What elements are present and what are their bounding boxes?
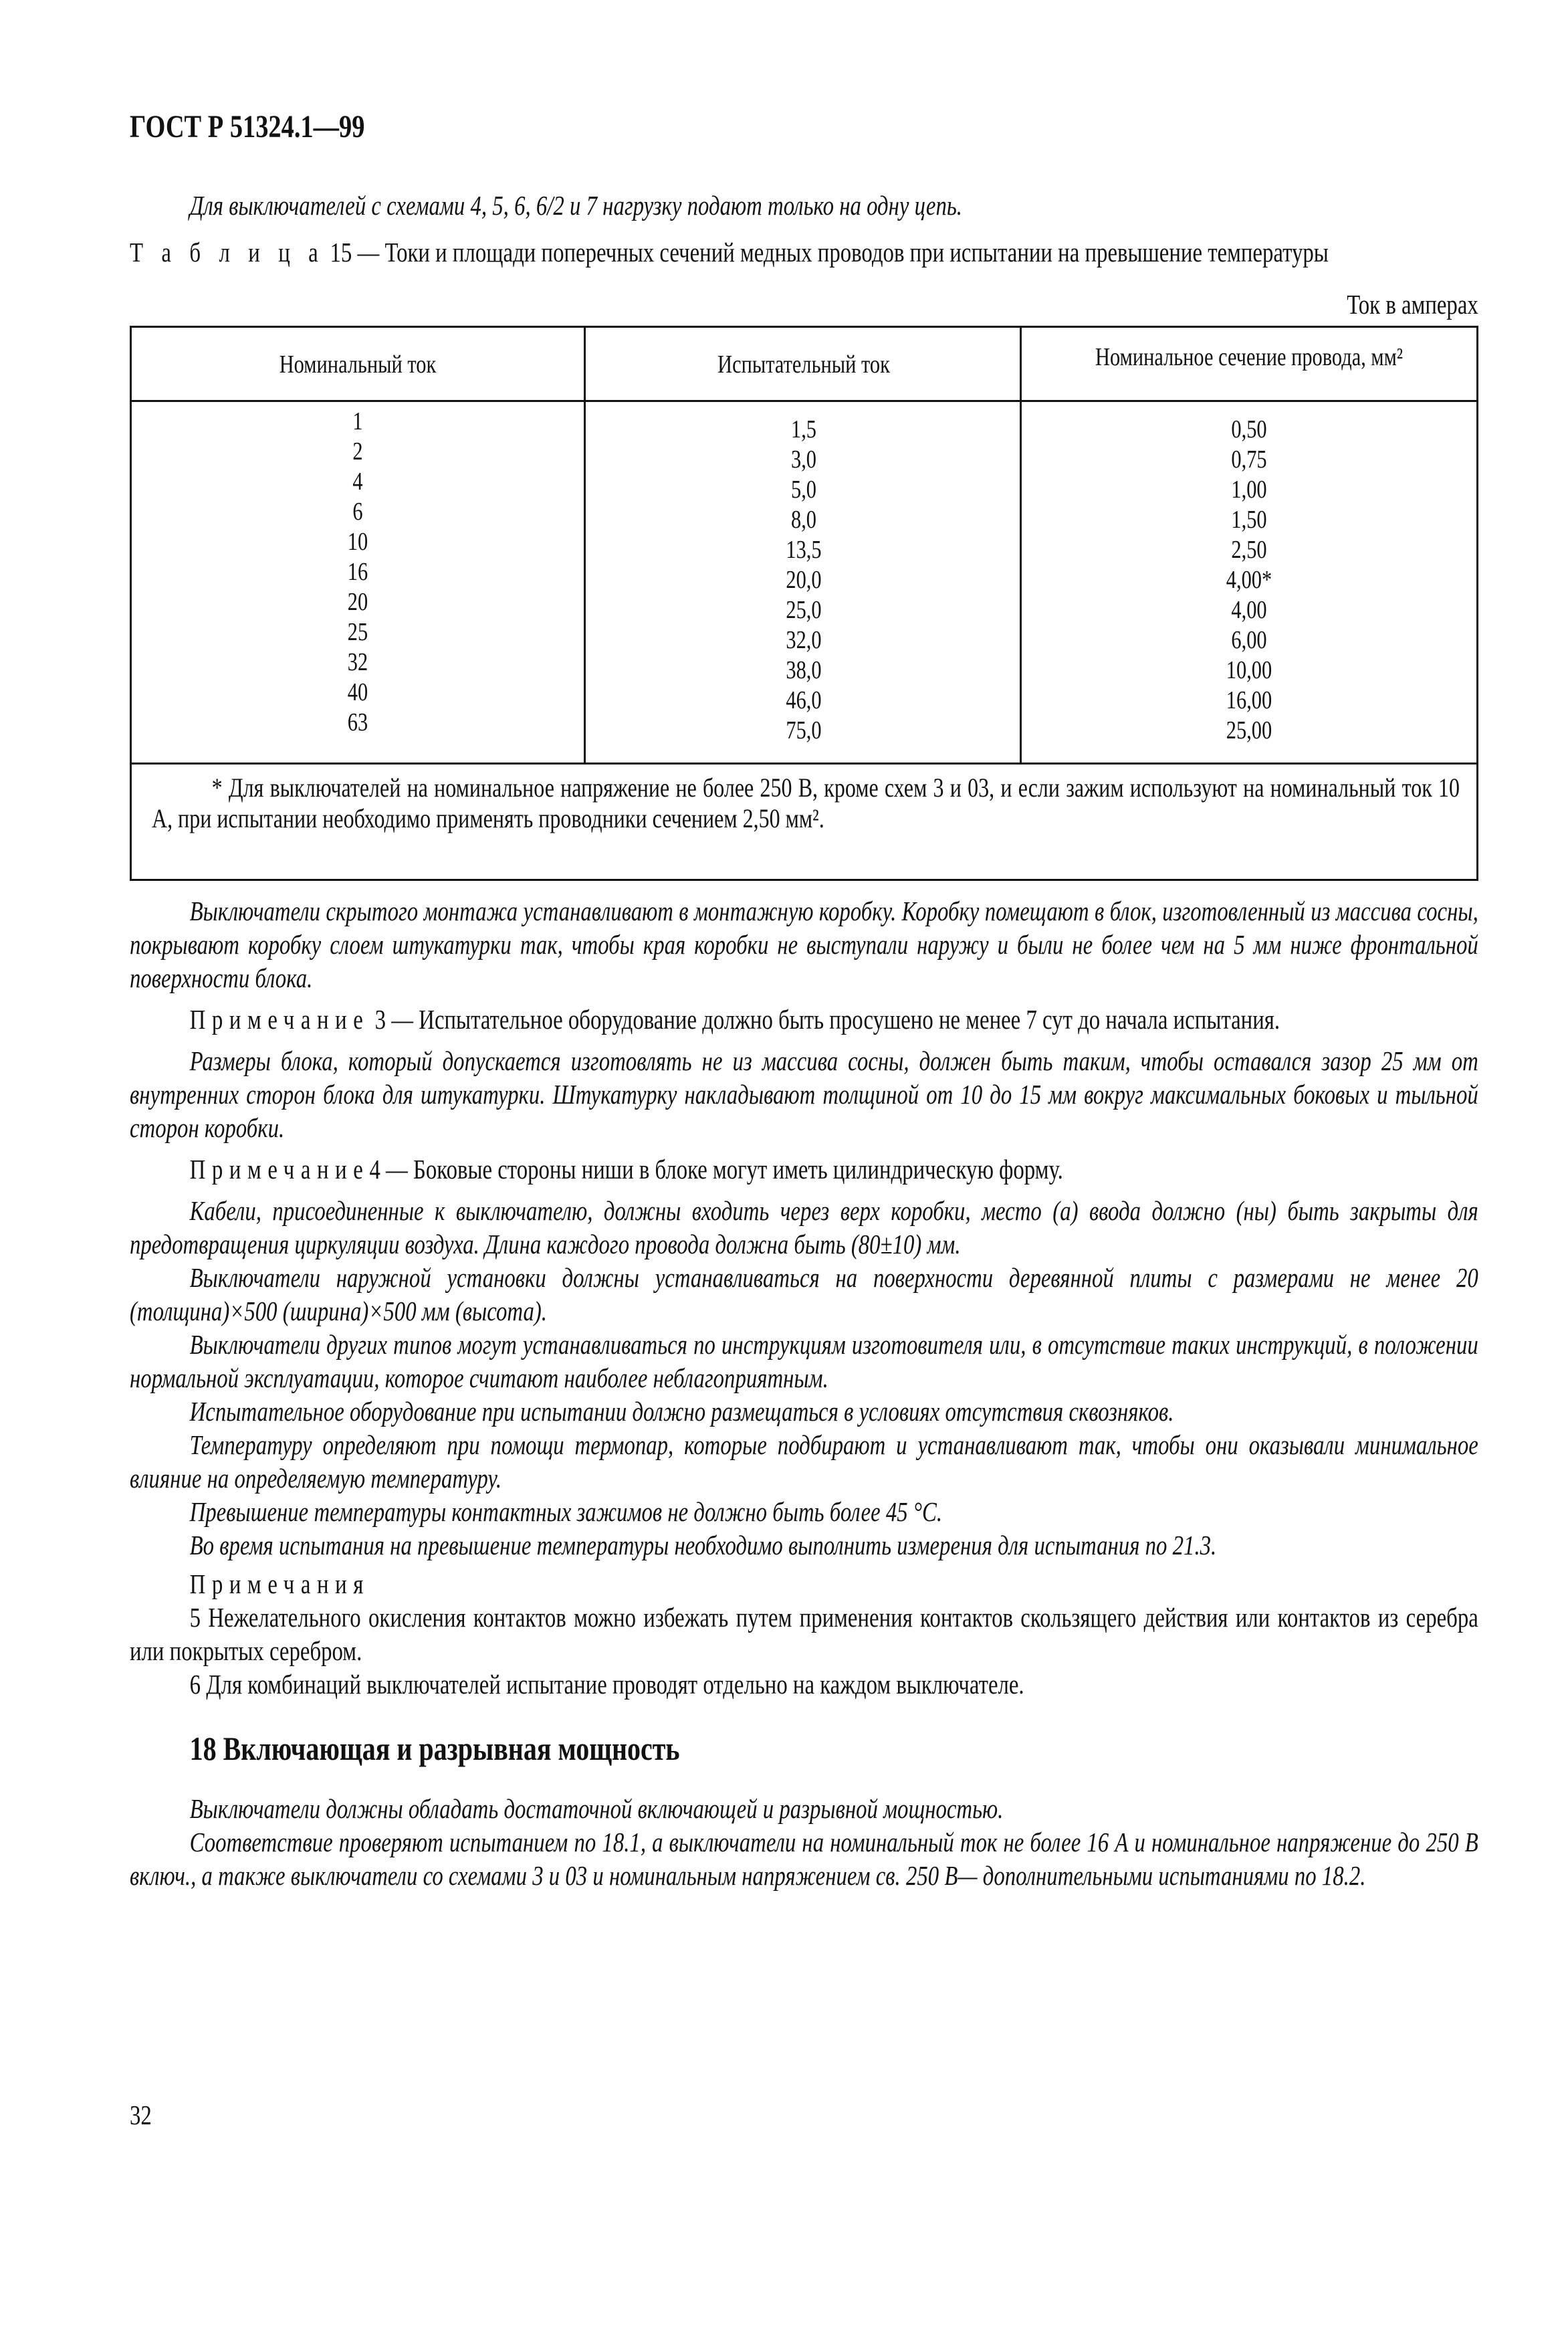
table-cell: 4,00*	[1226, 566, 1272, 594]
table-footnote: * Для выключателей на номинальное напряжение не более 250 В, кроме схем 3 и 03, и если зажим используют на номинальный ток 10 А, при испытании необходимо применять проводники сечением 2,50 мм².	[152, 773, 1460, 833]
table-cell: 0,50	[1231, 415, 1267, 443]
paragraph: Выключатели наружной установки должны устанавливаться на поверхности деревянной плиты с размерами не менее 20 (толщина)×500 (ширина)×500 мм (высота).	[130, 1262, 1478, 1326]
table-units: Ток в амперах	[1347, 289, 1478, 320]
note-text: 4 — Боковые стороны ниши в блоке могут иметь цилиндрическую форму.	[369, 1154, 1063, 1185]
table-cell: 1,5	[791, 415, 816, 443]
table-cell: 75,0	[786, 716, 822, 744]
note-3	[130, 1003, 1478, 1036]
table-cell: 4,00	[1231, 596, 1267, 624]
table-cell: 25,0	[786, 596, 822, 624]
table-cell: 16	[347, 558, 368, 586]
table-cell: 20,0	[786, 566, 822, 594]
table-cell: 6	[352, 498, 363, 526]
paragraph: Соответствие проверяют испытанием по 18.1, а выключатели на номинальный ток не более 16 А и номинальное напряжение до 250 В включ., а также выключатели со схемами 3 и 03 и номинальным напряжением св. 250 В— дополнительными испытаниями по 18.2.	[130, 1827, 1478, 1891]
header-wire-section: Номинальное сечение провода, мм²	[1095, 343, 1403, 371]
paragraph: Выключатели скрытого монтажа устанавливают в монтажную коробку. Коробку помещают в блок, изготовленный из массива сосны, покрывают коробку слоем штукатурки так, чтобы края коробки не выступали наружу и были не более чем на 5 мм ниже фронтальной поверхности блока.	[130, 896, 1478, 993]
paragraph: Во время испытания на превышение температуры необходимо выполнить измерения для испытания по 21.3.	[189, 1530, 1217, 1560]
table-cell: 1	[352, 407, 363, 435]
note-text: 3 — Испытательное оборудование должно быть просушено не менее 7 сут до начала испытания.	[374, 1004, 1280, 1035]
table-footnote-divider	[132, 763, 1476, 765]
table-cell: 2,50	[1231, 536, 1267, 564]
note-6: 6 Для комбинаций выключателей испытание проводят отдельно на каждом выключателе.	[189, 1669, 1024, 1700]
table-cell: 16,00	[1226, 686, 1272, 714]
table-cell: 46,0	[786, 686, 822, 714]
intro-paragraph: Для выключателей с схемами 4, 5, 6, 6/2 и 7 нагрузку подают только на одну цепь.	[189, 190, 962, 221]
column-wire-section	[1022, 415, 1476, 746]
section-heading: 18 Включающая и разрывная мощность	[189, 1730, 680, 1767]
table-cell: 2	[352, 437, 363, 466]
table-cell: 40	[347, 678, 368, 706]
note-4	[130, 1152, 1478, 1186]
note-label: Примечание	[189, 1004, 370, 1035]
note-label: Примечание	[189, 1154, 370, 1185]
notes-label: Примечания	[189, 1568, 370, 1599]
table-cell: 32	[347, 648, 368, 676]
paragraph: Кабели, присоединенные к выключателю, должны входить через верх коробки, место (а) ввода должно (ны) быть закрыты для предотвращения циркуляции воздуха. Длина каждого провода должна быть (80±10) мм.	[130, 1195, 1478, 1259]
table-cell: 1,00	[1231, 476, 1267, 504]
table-cell: 38,0	[786, 656, 822, 684]
paragraph: Выключатели должны обладать достаточной включающей и разрывной мощностью.	[189, 1793, 1004, 1824]
table-caption-label: Т а б л и ц а	[130, 237, 325, 268]
body-text	[130, 894, 1478, 1892]
table-cell: 10	[347, 528, 368, 556]
table-cell: 10,00	[1226, 656, 1272, 684]
table-cell: 5,0	[791, 476, 816, 504]
column-nominal-current	[132, 407, 584, 738]
table-caption	[130, 235, 1478, 269]
table-cell: 32,0	[786, 626, 822, 654]
table-cell: 4	[352, 468, 363, 496]
table-cell: 8,0	[791, 506, 816, 534]
table-cell: 6,00	[1231, 626, 1267, 654]
table-cell: 1,50	[1231, 506, 1267, 534]
paragraph: Превышение температуры контактных зажимов не должно быть более 45 °С.	[189, 1496, 943, 1527]
table-cell: 25,00	[1226, 716, 1272, 744]
table-cell: 20	[347, 588, 368, 616]
header-nominal-current: Номинальный ток	[279, 350, 437, 379]
data-table	[130, 326, 1478, 881]
table-cell: 0,75	[1231, 445, 1267, 474]
note-5: 5 Нежелательного окисления контактов можно избежать путем применения контактов скользящего действия или контактов из серебра или покрытых серебром.	[130, 1602, 1478, 1666]
table-caption-text: 15 — Токи и площади поперечных сечений медных проводов при испытании на превышение температуры	[330, 237, 1329, 268]
column-test-current	[586, 415, 1022, 746]
table-cell: 3,0	[791, 445, 816, 474]
page-number: 32	[130, 2100, 152, 2130]
document-header: ГОСТ Р 51324.1—99	[130, 109, 365, 144]
table-cell: 63	[347, 708, 368, 736]
paragraph: Испытательное оборудование при испытании должно размещаться в условиях отсутствия сквозняков.	[189, 1396, 1174, 1427]
paragraph: Выключатели других типов могут устанавливаться по инструкциям изготовителя или, в отсутствие таких инструкций, в положении нормальной эксплуатации, которое считают наиболее неблагоприятным.	[130, 1329, 1478, 1393]
header-test-current: Испытательный ток	[717, 350, 890, 379]
table-cell: 13,5	[786, 536, 822, 564]
paragraph: Температуру определяют при помощи термопар, которые подбирают и устанавливают так, чтобы они оказывали минимальное влияние на определяемую температуру.	[130, 1429, 1478, 1494]
table-cell: 25	[347, 618, 368, 646]
paragraph: Размеры блока, который допускается изготовлять не из массива сосны, должен быть таким, чтобы оставался зазор 25 мм от внутренних сторон блока для штукатурки. Штукатурку накладывают толщиной от 10 до 15 мм вокруг максимальных боковых и тыльной сторон коробки.	[130, 1045, 1478, 1143]
